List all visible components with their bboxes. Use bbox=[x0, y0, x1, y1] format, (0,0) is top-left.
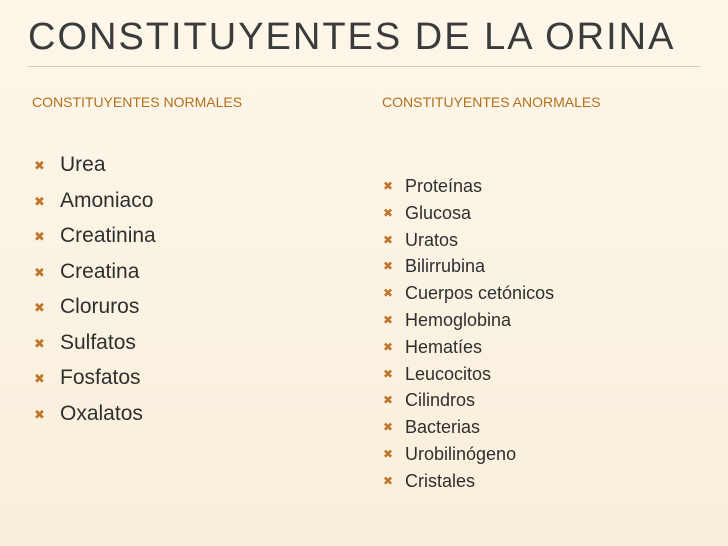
list-item bbox=[383, 254, 554, 281]
x-mark-icon: ✖ bbox=[383, 179, 394, 193]
list-item bbox=[383, 388, 554, 415]
list-item-label: Creatinina bbox=[60, 224, 156, 247]
x-mark-icon: ✖ bbox=[34, 158, 45, 173]
list-item-label: Cloruros bbox=[60, 295, 140, 318]
list-item-label: Creatina bbox=[60, 259, 140, 283]
list-item bbox=[34, 292, 156, 328]
list-item-label: Oxalatos bbox=[60, 401, 143, 425]
list-item-label: Hematíes bbox=[405, 336, 483, 357]
abnormal-column-heading: CONSTITUYENTES ANORMALES bbox=[382, 94, 601, 110]
list-item-label: Hemoglobina bbox=[405, 309, 512, 330]
list-item-label: Leucocitos bbox=[405, 363, 492, 384]
x-mark-icon: ✖ bbox=[383, 366, 394, 381]
x-mark-icon: ✖ bbox=[383, 473, 394, 488]
x-mark-icon: ✖ bbox=[383, 420, 394, 435]
list-item bbox=[383, 308, 554, 335]
list-item-label: Fosfatos bbox=[60, 366, 141, 389]
x-mark-icon: ✖ bbox=[34, 300, 45, 315]
list-item bbox=[34, 186, 156, 222]
list-item-label: Sulfatos bbox=[60, 330, 136, 354]
x-mark-icon: ✖ bbox=[383, 339, 394, 354]
list-item-label: Cristales bbox=[405, 470, 476, 491]
x-mark-icon: ✖ bbox=[34, 335, 45, 351]
list-item bbox=[383, 335, 554, 362]
x-mark-icon: ✖ bbox=[383, 259, 394, 274]
x-mark-icon: ✖ bbox=[383, 312, 394, 327]
list-item bbox=[383, 281, 554, 308]
list-item bbox=[383, 174, 554, 201]
abnormal-constituents-list bbox=[383, 174, 554, 496]
list-item-label: Urea bbox=[60, 153, 106, 176]
list-item bbox=[34, 399, 156, 435]
x-mark-icon: ✖ bbox=[34, 229, 45, 244]
x-mark-icon: ✖ bbox=[34, 193, 45, 209]
list-item bbox=[383, 415, 554, 442]
list-item bbox=[34, 257, 156, 293]
list-item-label: Amoniaco bbox=[60, 188, 154, 212]
list-item-label: Bilirrubina bbox=[405, 256, 486, 277]
list-item bbox=[34, 221, 156, 257]
x-mark-icon: ✖ bbox=[383, 393, 394, 408]
normal-constituents-list bbox=[34, 150, 156, 434]
x-mark-icon: ✖ bbox=[383, 232, 394, 247]
x-mark-icon: ✖ bbox=[383, 286, 394, 301]
list-item-label: Bacterias bbox=[405, 417, 481, 438]
normal-column-heading: CONSTITUYENTES NORMALES bbox=[32, 94, 243, 110]
x-mark-icon: ✖ bbox=[34, 264, 45, 280]
list-item-label: Glucosa bbox=[405, 202, 472, 223]
x-mark-icon: ✖ bbox=[34, 371, 45, 386]
list-item bbox=[34, 328, 156, 364]
list-item bbox=[383, 442, 554, 469]
slide-title: CONSTITUYENTES DE LA ORINA bbox=[28, 16, 676, 58]
list-item bbox=[383, 469, 554, 496]
list-item-label: Proteínas bbox=[405, 176, 483, 196]
list-item bbox=[34, 363, 156, 399]
x-mark-icon: ✖ bbox=[383, 205, 394, 220]
list-item-label: Urobilinógeno bbox=[405, 443, 517, 464]
list-item bbox=[383, 362, 554, 389]
list-item bbox=[383, 228, 554, 255]
list-item bbox=[34, 150, 156, 186]
list-item bbox=[383, 201, 554, 228]
list-item-label: Uratos bbox=[405, 229, 459, 250]
list-item-label: Cilindros bbox=[405, 390, 476, 411]
list-item-label: Cuerpos cetónicos bbox=[405, 283, 555, 304]
x-mark-icon: ✖ bbox=[383, 446, 394, 461]
title-divider bbox=[28, 66, 700, 67]
x-mark-icon: ✖ bbox=[34, 406, 45, 422]
